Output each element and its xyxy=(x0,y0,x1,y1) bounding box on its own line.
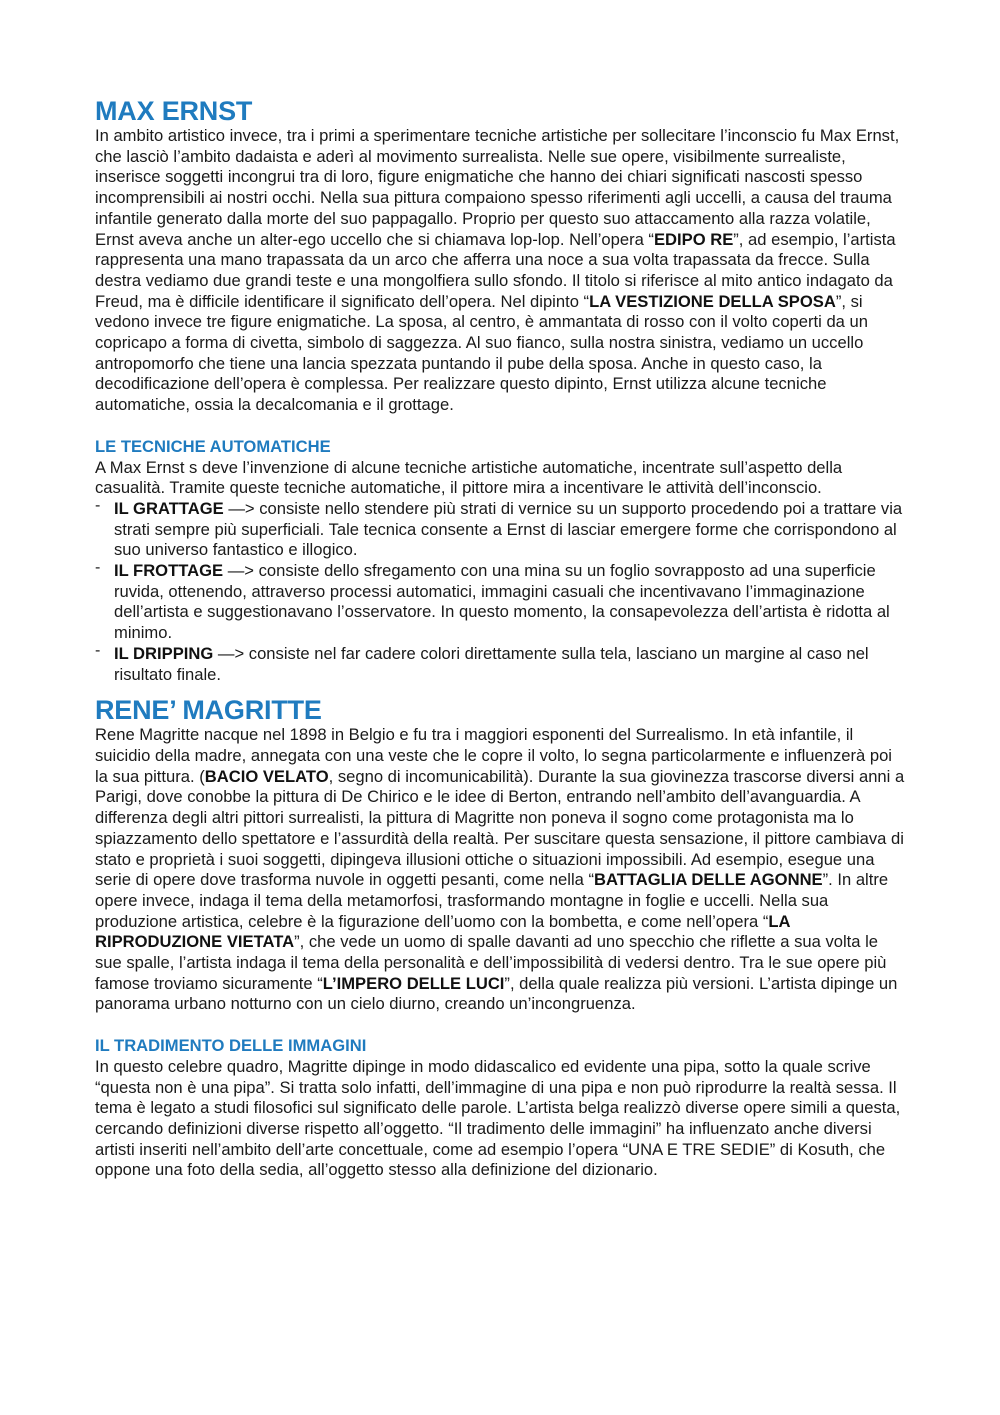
bold-artwork-title: BATTAGLIA DELLE AGONNE xyxy=(594,870,823,890)
technique-list xyxy=(95,496,907,685)
paragraph-max-ernst xyxy=(95,126,907,416)
spacer xyxy=(95,685,907,695)
subsection-title-tecniche: LE TECNICHE AUTOMATICHE xyxy=(95,436,331,456)
spacer xyxy=(95,416,907,437)
technique-name: IL DRIPPING xyxy=(114,643,214,663)
text-segment: ”. In altre opere invece, indaga il tema della metamorfosi, trasformando montagne in foglie e uccelli. Nella sua produzione artistica, celebre è la figurazione dell’uomo con la bombetta, e come nell’opera “ xyxy=(95,870,889,931)
technique-description: —> consiste nello stendere più strati di vernice su un supporto procedendo poi a trattare via strati sempre più superficiali. Tale tecnica consente a Ernst di lasciar emergere forme che corrispondono al suo universo fantastico e illogico. xyxy=(114,498,903,560)
spacer xyxy=(95,1015,907,1036)
dash-bullet: - xyxy=(95,641,101,659)
technique-name: IL GRATTAGE xyxy=(114,498,224,518)
paragraph-magritte xyxy=(95,725,907,1015)
technique-name: IL FROTTAGE xyxy=(114,561,224,581)
paragraph-tecniche-intro: A Max Ernst s deve l’invenzione di alcune tecniche artistiche automatiche, incentrate sull’aspetto della casualità. Tramite queste tecniche automatiche, il pittore mira a incentivare le attività dell’inconscio. xyxy=(95,457,843,498)
document-page xyxy=(95,96,907,1181)
technique-description: —> consiste dello sfregamento con una mina su un foglio sovrapposto ad una superficie ruvida, ottenendo, attraverso processi automatici, immagini casuali che incentivavano l’immaginazione dell’artista e suggestionavano l’osservatore. In questo momento, la consapevolezza dell’artista è ridotta al minimo. xyxy=(114,561,890,643)
section-title-max-ernst: MAX ERNST xyxy=(95,96,253,126)
text-segment: , segno di incomunicabilità). Durante la sua giovinezza trascorse diversi anni a Parigi, dove conobbe la pittura di De Chirico e le idee di Berton, entrando nell’ambito dell’avanguardia. A differenza degli altri pittori surrealisti, la pittura di Magritte non poneva il sogno come protagonista ma lo spiazzamento dello spettatore e l’assurdità della realtà. Per suscitare questa sensazione, il pittore cambiava di stato e proprietà i suoi soggetti, dipingeva illusioni ottiche o situazioni impossibili. Ad esempio, esegue una serie di opere dove trasforma nuvole in oggetti pesanti, come nella “ xyxy=(95,766,905,890)
bold-artwork-title: EDIPO RE xyxy=(653,229,734,249)
paragraph-tradimento: In questo celebre quadro, Magritte dipinge in modo didascalico ed evidente una pipa, sotto la quale scrive “questa non è una pipa”. Si tratta solo infatti, dell’immagine di una pipa e non può riprodurre la realtà sessa. Il tema è legato a studi filosofici sul significato delle parole. L’artista belga realizzò diverse opere simili a questa, cercando definizioni diverse rispetto all’oggetto. “Il tradimento delle immagini” ha influenzato anche diversi artisti inseriti nell’ambito dell’arte concettuale, come ad esempio l’opera “UNA E TRE SEDIE” di Kosuth, che oppone una foto della sedia, all’oggetto stesso alla definizione del dizionario. xyxy=(95,1056,901,1180)
section-title-rene-magritte: RENE’ MAGRITTE xyxy=(95,695,322,726)
bold-artwork-title: LA RIPRODUZIONE VIETATA xyxy=(95,911,790,952)
list-item xyxy=(95,641,907,685)
text-segment: ”, della quale realizza più versioni. L’artista dipinge un panorama urbano notturno con un cielo diurno, creando un’incongruenza. xyxy=(95,973,898,1014)
bold-artwork-title: L’IMPERO DELLE LUCI xyxy=(322,973,505,993)
dash-bullet: - xyxy=(95,496,101,514)
subsection-title-tradimento: IL TRADIMENTO DELLE IMMAGINI xyxy=(95,1036,367,1056)
list-item xyxy=(95,496,907,561)
dash-bullet: - xyxy=(95,559,101,577)
text-segment: Rene Magritte nacque nel 1898 in Belgio e fu tra i maggiori esponenti del Surrealismo. In età infantile, il suicidio della madre, annegata con una veste che le copre il volto, lo segna particolarmente e influenzerà poi la sua pittura. ( xyxy=(95,725,892,786)
bold-artwork-title: BACIO VELATO xyxy=(204,766,329,786)
list-item xyxy=(95,561,907,644)
text-segment: ”, ad esempio, l’artista rappresenta una mano trapassata da un arco che afferra una noce a sua volta trapassata da frecce. Sulla destra vediamo due grandi teste e una mongolfiera sullo sfondo. Il titolo si riferisce al mito antico indagato da Freud, ma è difficile identificare il significato dell’opera. Nel dipinto “ xyxy=(95,229,896,311)
text-segment: In ambito artistico invece, tra i primi a sperimentare tecniche artistiche per sollecitare l’inconscio fu Max Ernst, che lasciò l’ambito dadaista e aderì al movimento surrealista. Nelle sue opere, visibilmente surrealiste, inserisce soggetti incongrui tra di loro, figure enigmatiche che hanno dei chiari significati nascosti spesso incomprensibili ai nostri occhi. Nella sua pittura compaiono spesso riferimenti agli uccelli, a causa del trauma infantile generato dalla morte del suo pappagallo. Proprio per questo suo attaccamento alla razza volatile, Ernst aveva anche un alter-ego uccello che si chiamava lop-lop. Nell’opera “ xyxy=(95,126,900,249)
text-segment: ”, si vedono invece tre figure enigmatiche. La sposa, al centro, è ammantata di rosso con il volto coperti da un copricapo a forma di civetta, simbolo di saggezza. Al suo fianco, sulla nostra sinistra, vediamo un uccello antropomorfo che tiene una lancia spezzata puntando il pube della sposa. Anche in questo caso, la decodificazione dell’opera è complessa. Per realizzare questo dipinto, Ernst utilizza alcune tecniche automatiche, ossia la decalcomania e il grottage. xyxy=(95,291,868,415)
text-segment: ”, che vede un uomo di spalle davanti ad uno specchio che riflette a sua volta le sue spalle, l’artista indaga il tema della personalità e dell’impossibilità di vedersi dentro. Tra le sue opere più famose troviamo sicuramente “ xyxy=(95,932,887,993)
bold-artwork-title: LA VESTIZIONE DELLA SPOSA xyxy=(589,291,836,311)
technique-description: —> consiste nel far cadere colori direttamente sulla tela, lasciano un margine al caso nel risultato finale. xyxy=(114,643,869,684)
